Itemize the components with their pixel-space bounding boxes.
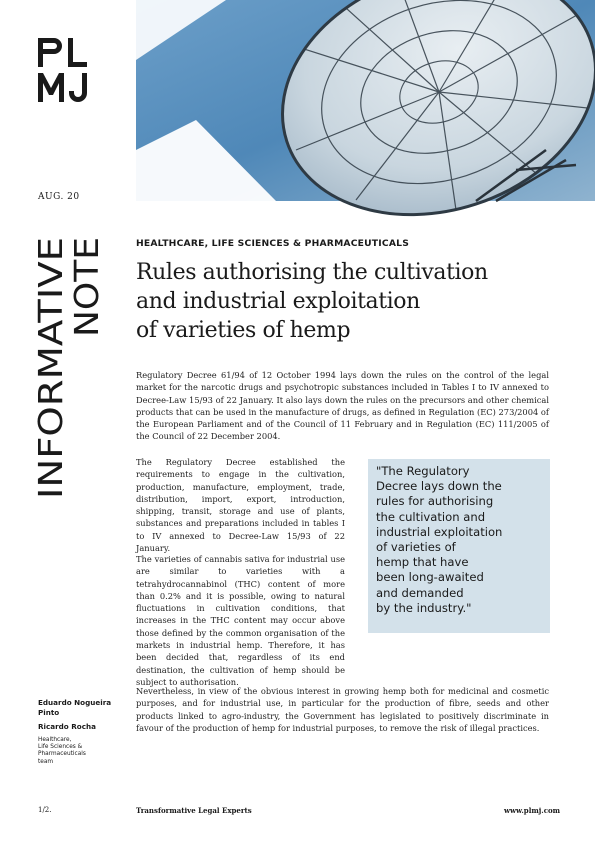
requirements-paragraph: The Regulatory Decree established the requirements to engage in the cultivation, production, manufacture, employment, trade, distribution, import, export, introduction, shipping, transit, storage and use of plants, substances and preparations included in tables I to IV annexed to Decree-Law 15/93 of 22 January. (136, 457, 345, 554)
page-number: 1/2. (38, 806, 52, 814)
title-line: and industrial exploitation (136, 289, 420, 314)
quote-line: of varieties of (376, 540, 456, 555)
quote-line: the cultivation and (376, 509, 486, 524)
team-line: team (38, 758, 54, 765)
title-line: Rules authorising the cultivation (136, 260, 488, 285)
authors-block (38, 698, 128, 766)
vertical-title-line1: INFORMATIVE (31, 274, 70, 499)
plmj-logo (38, 38, 100, 102)
website-link[interactable]: www.plmj.com (504, 806, 561, 815)
intro-paragraph: Regulatory Decree 61/94 of 12 October 1994 lays down the rules on the control of the legal market for the narcotic drugs and psychotropic substances included in Tables I to IV annexed to Decree-Law 15/93 of 22 January. It also lays down the rules on the precursors and other chemical products that can be used in the manufacture of drugs, as defined in Regulation (EC) 273/2004 of the European Parliament and of the Council of 11 February and in Regulation (EC) 111/2005 of the Council of 22 December 2004. (136, 370, 549, 442)
author-name: Ricardo Rocha (38, 722, 96, 732)
varieties-paragraph: The varieties of cannabis sativa for industrial use are similar to varieties with a tetrahydrocannabinol (THC) content of more than 0.2% and it is possible, owing to natural fluctuations in cultivation conditions, that increases in the THC content may occur above those defined by the common organisation of the markets in industrial hemp. Therefore, it has been decided that, regardless of its end destination, the cultivation of hemp should be subject to authorisation. (136, 554, 345, 687)
section-heading: HEALTHCARE, LIFE SCIENCES & PHARMACEUTICALS (136, 238, 410, 249)
title-line: of varieties of hemp (136, 318, 351, 343)
team-line: Life Sciences & (38, 744, 83, 751)
author-name: Eduardo Nogueira Pinto (38, 698, 112, 717)
team-line: Healthcare, (38, 736, 72, 743)
footer-tagline: Transformative Legal Experts (136, 806, 252, 815)
quote-line: been long-awaited (376, 570, 484, 585)
team-line: Pharmaceuticals (38, 751, 86, 758)
page-title (136, 258, 556, 345)
quote-line: "The Regulatory (376, 464, 470, 478)
quote-line: rules for authorising (376, 494, 494, 509)
pull-quote (368, 459, 550, 633)
nevertheless-paragraph: Nevertheless, in view of the obvious interest in growing hemp both for medicinal and cosmetic purposes, and for industrial use, in particular for the production of fibre, seeds and other products linked to agro-industry, the Government has legislated to positively discriminate in favour of the production of hemp for industrial purposes, to remove the risk of illegal practices. (136, 686, 549, 733)
pull-quote-text (376, 464, 542, 616)
vertical-title-line2: NOTE (67, 245, 106, 337)
author-team (38, 737, 128, 766)
issue-date: AUG. 20 (38, 192, 80, 202)
quote-line: and demanded (376, 585, 464, 600)
quote-line: hemp that have (376, 555, 469, 570)
hero-image (136, 0, 595, 201)
quote-line: Decree lays down the (376, 479, 502, 494)
quote-line: industrial exploitation (376, 524, 503, 539)
quote-line: by the industry." (376, 600, 472, 615)
vertical-title (31, 237, 106, 499)
